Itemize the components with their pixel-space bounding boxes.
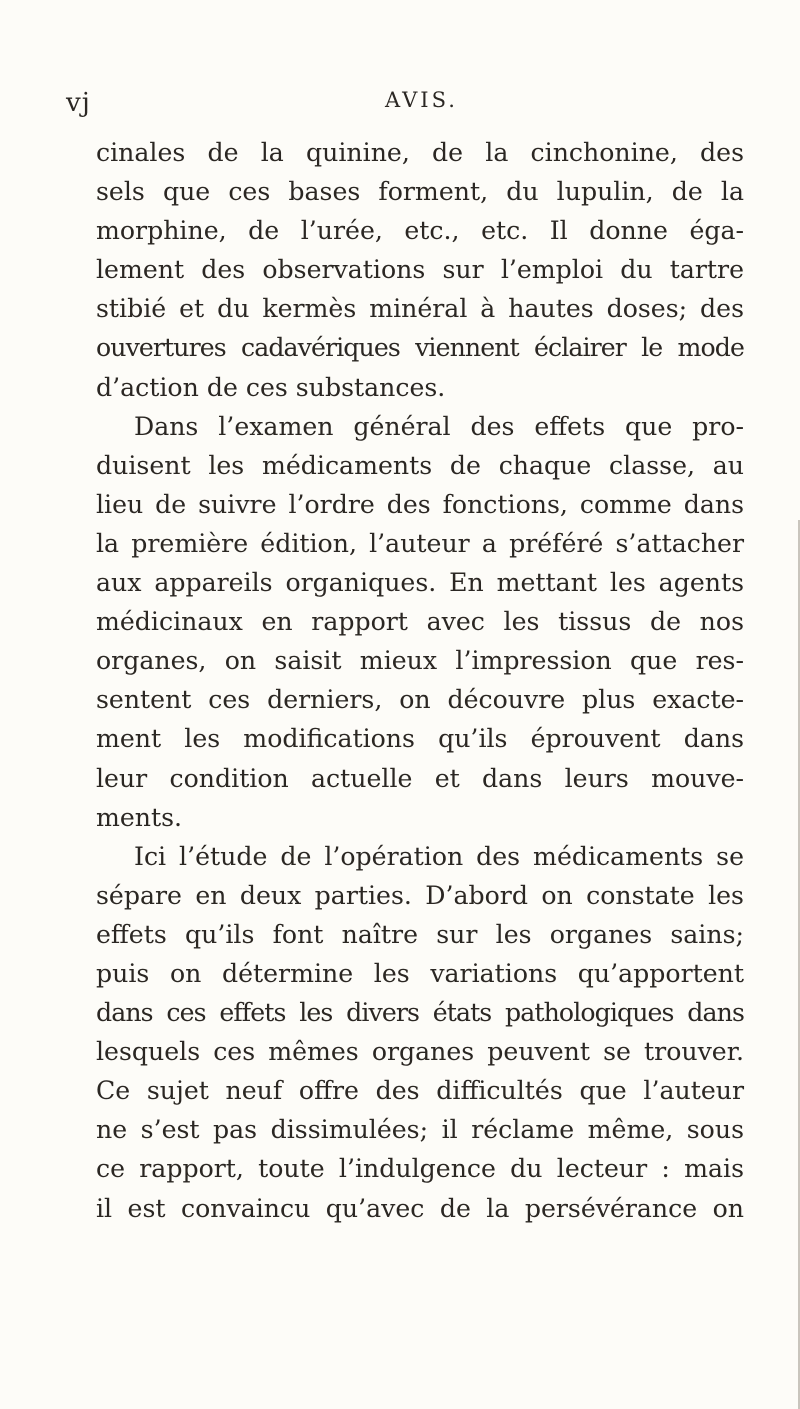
text-line: ne s’est pas dissimulées; il réclame même, sous bbox=[96, 1115, 744, 1145]
text-line: stibié et du kermès minéral à hautes doses; des bbox=[96, 294, 744, 324]
text-line: ment les modifications qu’ils éprouvent dans bbox=[96, 724, 744, 754]
text-line: puis on détermine les variations qu’apportent bbox=[96, 958, 744, 988]
text-line: effets qu’ils font naître sur les organes sains; bbox=[96, 919, 744, 949]
body-text bbox=[96, 133, 744, 1228]
text-line: il est convaincu qu’avec de la persévérance on bbox=[96, 1193, 744, 1223]
text-line: sépare en deux parties. D’abord on constate les bbox=[96, 880, 744, 910]
running-head: AVIS. bbox=[385, 88, 458, 112]
text-line: morphine, de l’urée, etc., etc. Il donne éga- bbox=[96, 216, 744, 246]
text-line: ments. bbox=[96, 802, 183, 832]
text-line: Ce sujet neuf offre des difficultés que l’auteur bbox=[96, 1076, 744, 1106]
text-line: ce rapport, toute l’indulgence du lecteur : mais bbox=[96, 1154, 744, 1184]
paragraph-start: Dans l’examen général des effets que pro- bbox=[134, 411, 744, 441]
page-header bbox=[0, 88, 800, 128]
text-line: médicinaux en rapport avec les tissus de nos bbox=[96, 607, 744, 637]
text-line: cinales de la quinine, de la cinchonine, des bbox=[96, 138, 744, 167]
text-line: leur condition actuelle et dans leurs mouve- bbox=[96, 763, 744, 793]
text-line: d’action de ces substances. bbox=[96, 372, 446, 402]
text-line: organes, on saisit mieux l’impression que res- bbox=[96, 646, 744, 676]
text-line: aux appareils organiques. En mettant les agents bbox=[96, 568, 744, 598]
paragraph-start: Ici l’étude de l’opération des médicaments se bbox=[134, 841, 744, 871]
text-line: ouvertures cadavériques viennent éclairer le mode bbox=[96, 333, 744, 363]
text-line: lesquels ces mêmes organes peuvent se trouver. bbox=[96, 1037, 744, 1067]
text-line: dans ces effets les divers états pathologiques dans bbox=[96, 998, 744, 1028]
text-line: duisent les médicaments de chaque classe, au bbox=[96, 450, 744, 480]
text-line: sentent ces derniers, on découvre plus exacte- bbox=[96, 685, 744, 715]
text-line: lieu de suivre l’ordre des fonctions, comme dans bbox=[96, 489, 744, 519]
text-line: lement des observations sur l’emploi du tartre bbox=[96, 255, 744, 285]
text-line: la première édition, l’auteur a préféré s’attacher bbox=[96, 528, 744, 558]
page-number: vj bbox=[66, 88, 91, 118]
text-line: sels que ces bases forment, du lupulin, de la bbox=[96, 177, 744, 207]
